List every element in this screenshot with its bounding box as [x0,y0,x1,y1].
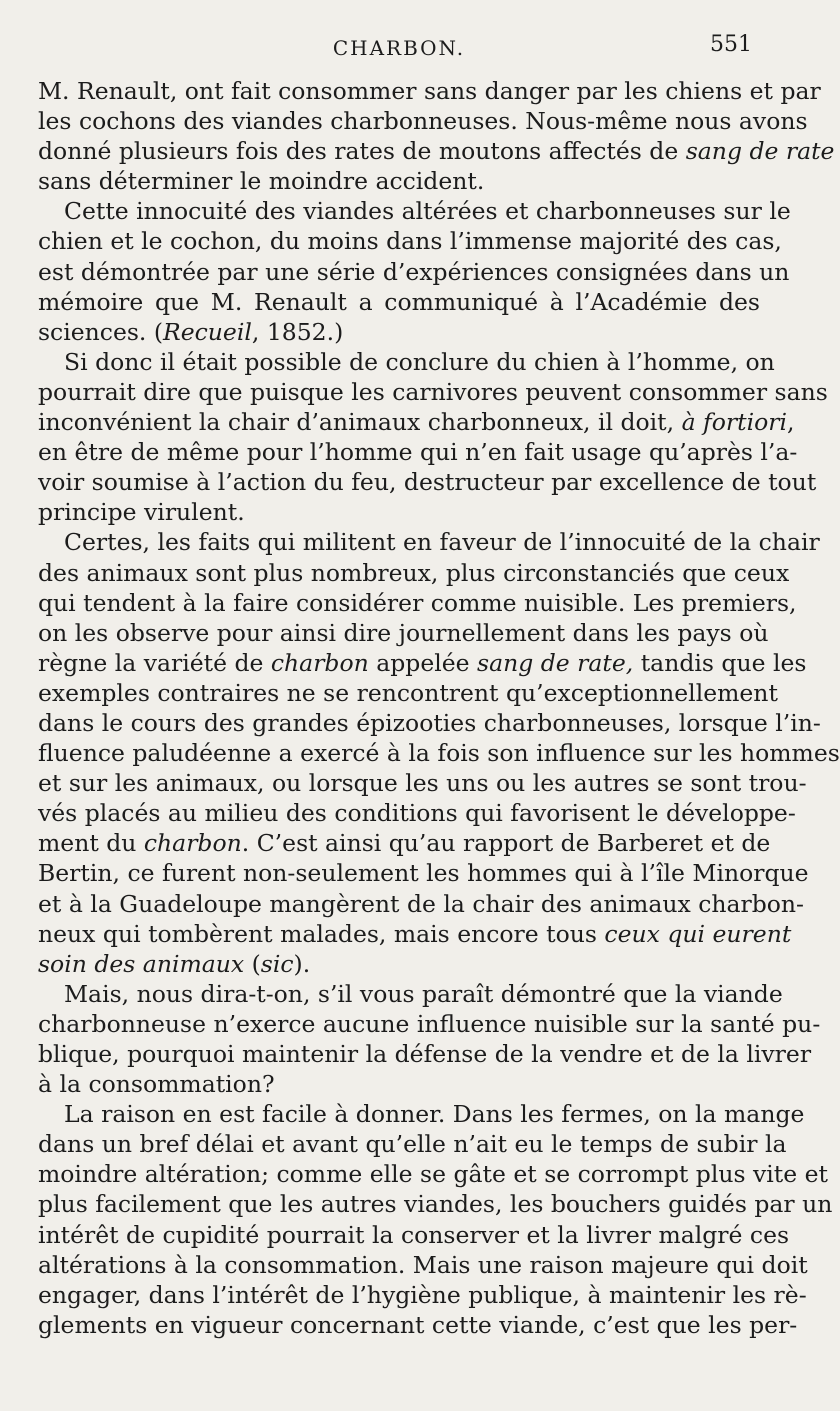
text-line: règne la variété de charbon appelée sang de rate, tandis que les [38,648,807,677]
text-line: et à la Guadeloupe mangèrent de la chair des animaux charbon- [38,889,804,918]
text-line: Si donc il était possible de conclure du chien à l’homme, on [64,347,775,376]
text-line: des animaux sont plus nombreux, plus circonstanciés que ceux [38,558,790,587]
text-line: dans le cours des grandes épizooties charbonneuses, lorsque l’in- [38,708,821,737]
text-line: moindre altération; comme elle se gâte et se corrompt plus vite et [38,1160,828,1189]
text-line: à la consommation? [38,1070,275,1099]
text-line: sans déterminer le moindre accident. [38,167,485,196]
paragraph [38,196,791,346]
text-line: en être de même pour l’homme qui n’en fait usage qu’après l’a- [38,438,798,467]
text-line: blique, pourquoi maintenir la défense de la vendre et de la livrer [38,1040,812,1068]
text-line: Cette innocuité des viandes altérées et charbonneuses sur le [64,197,791,226]
text-line: est démontrée par une série d’expériences consignées dans un [38,257,790,286]
body-text [38,76,840,1340]
text-line: ment du charbon. C’est ainsi qu’au rapport de Barberet et de [38,829,771,858]
text-line: mémoire que M. Renault a communiqué à l’Académie des [38,287,760,316]
text-line: altérations à la consommation. Mais une raison majeure qui doit [38,1250,808,1279]
paragraph [38,1099,833,1340]
text-line: vés placés au milieu des conditions qui favorisent le développe- [38,799,796,828]
text-line: soin des animaux (sic). [38,949,311,978]
text-line: on les observe pour ainsi dire journellement dans les pays où [38,618,769,647]
text-line: neux qui tombèrent malades, mais encore tous ceux qui eurent [38,919,792,948]
text-line: intérêt de cupidité pourrait la conserver et la livrer malgré ces [38,1220,790,1249]
text-line: principe virulent. [38,498,245,527]
text-line: pourrait dire que puisque les carnivores peuvent consommer sans [38,377,828,406]
text-line: exemples contraires ne se rencontrent qu’exceptionnellement [38,678,778,707]
text-line: engager, dans l’intérêt de l’hygiène publique, à maintenir les rè- [38,1280,807,1309]
text-line: dans un bref délai et avant qu’elle n’ait eu le temps de subir la [38,1130,787,1159]
text-line: donné plusieurs fois des rates de moutons affectés de sang de rate [38,137,835,166]
text-line: M. Renault, ont fait consommer sans danger par les chiens et par [38,77,821,105]
text-line: sciences. (Recueil, 1852.) [38,317,344,346]
text-line: glements en vigueur concernant cette viande, c’est que les per- [38,1310,798,1339]
paragraph [38,76,835,196]
text-line: chien et le cochon, du moins dans l’immense majorité des cas, [38,227,782,256]
running-head [38,28,760,76]
text-line: fluence paludéenne a exercé à la fois son influence sur les hommes [38,739,840,768]
text-line: plus facilement que les autres viandes, les bouchers guidés par un [38,1190,833,1219]
page-number: 551 [710,32,752,57]
text-line: charbonneuse n’exerce aucune influence nuisible sur la santé pu- [38,1009,821,1038]
text-line: qui tendent à la faire considérer comme nuisible. Les premiers, [38,588,797,617]
paragraph [38,979,821,1099]
running-title: CHARBON. [332,36,466,60]
text-line: et sur les animaux, ou lorsque les uns ou les autres se sont trou- [38,769,807,798]
paragraph [38,347,828,528]
text-line: les cochons des viandes charbonneuses. Nous-même nous avons [38,107,808,136]
text-line: voir soumise à l’action du feu, destructeur par excellence de tout [38,468,817,497]
paragraph [38,527,840,978]
text-line: La raison en est facile à donner. Dans les fermes, on la mange [64,1100,805,1129]
text-line: Bertin, ce furent non-seulement les hommes qui à l’île Minorque [38,859,809,888]
text-line: Mais, nous dira-t-on, s’il vous paraît démontré que la viande [64,979,783,1008]
text-line: Certes, les faits qui militent en faveur de l’innocuité de la chair [64,528,820,557]
text-line: inconvénient la chair d’animaux charbonneux, il doit, à fortiori, [38,408,795,437]
